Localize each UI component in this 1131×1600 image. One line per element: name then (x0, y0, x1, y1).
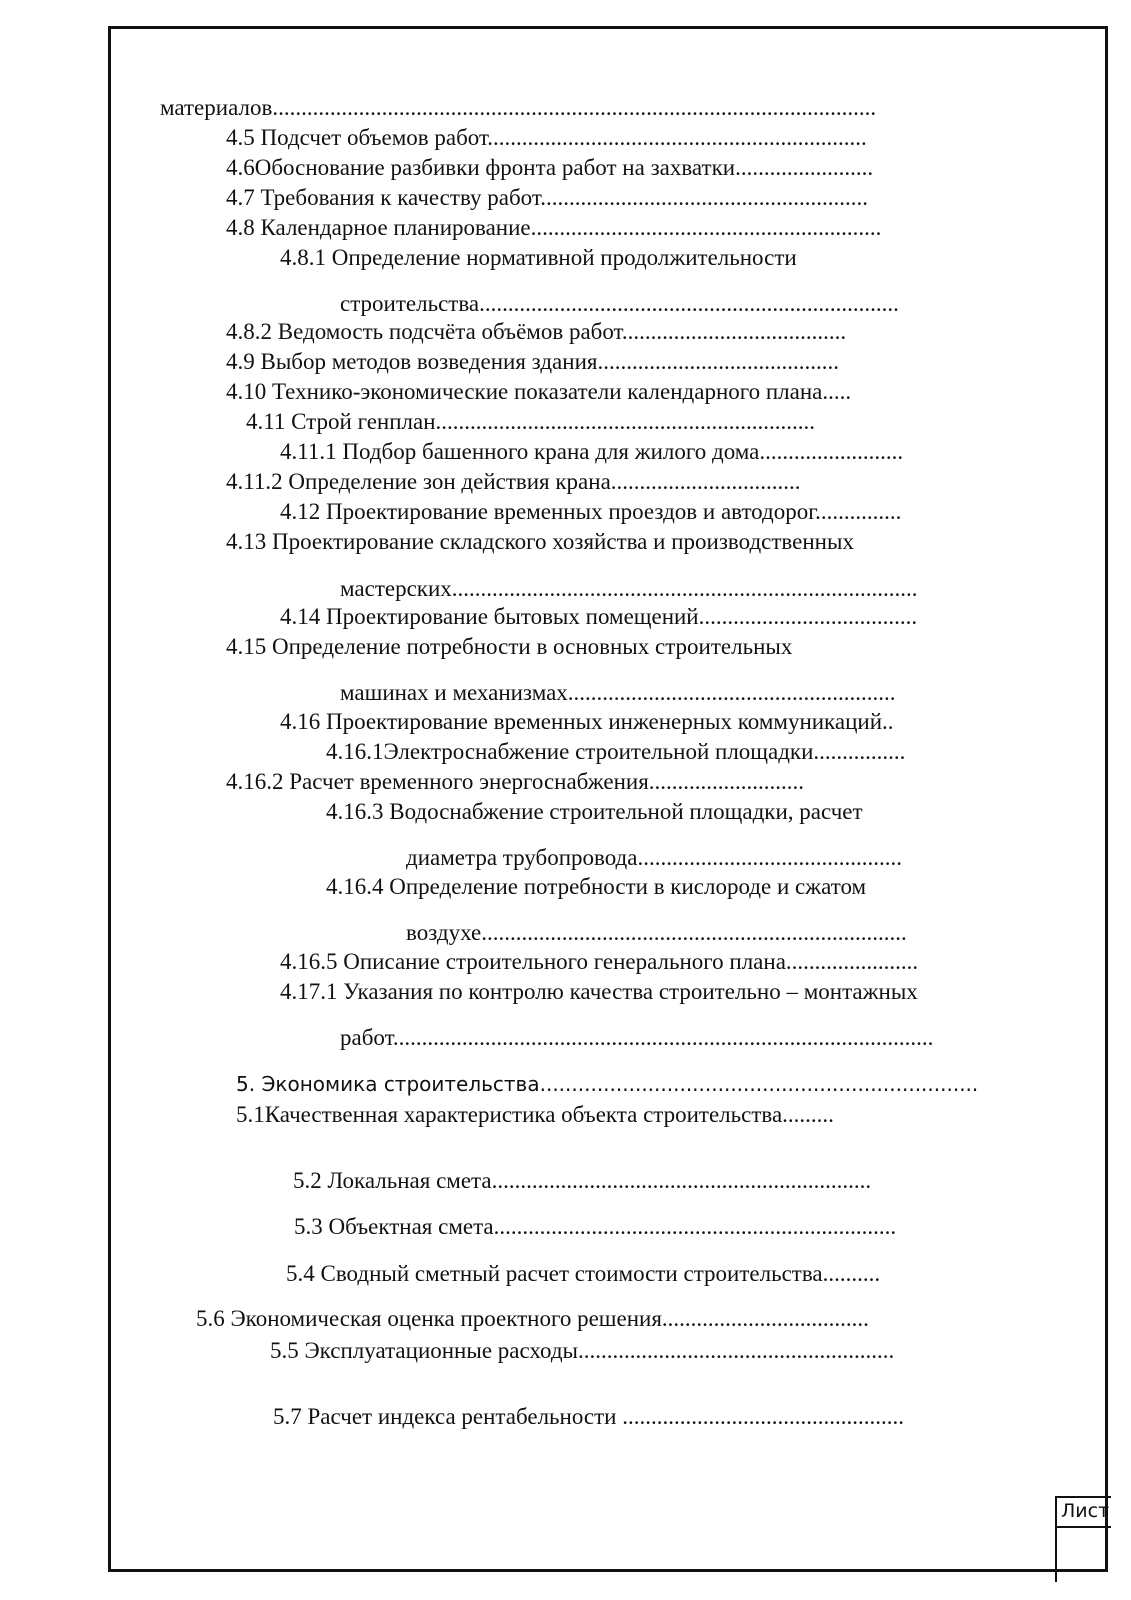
toc-entry-5: 5. Экономика строительства..................................................................... (236, 1072, 979, 1096)
toc-entry-4-16: 4.16 Проектирование временных инженерных коммуникаций.. (280, 709, 894, 734)
toc-entry-4-16-3: 4.16.3 Водоснабжение строительной площадки, расчет (326, 799, 863, 824)
toc-entry-4-11: 4.11 Строй генплан.................................................................. (246, 409, 816, 434)
toc-entry-4-12: 4.12 Проектирование временных проездов и автодорог............... (280, 499, 902, 524)
toc-entry-4-14: 4.14 Проектирование бытовых помещений...................................... (280, 604, 918, 629)
toc-entry-4-15-continued: машинах и механизмах......................................................... (340, 680, 896, 705)
sheet-number-stamp (1055, 1496, 1111, 1582)
toc-entry-5-7: 5.7 Расчет индекса рентабельности ................................................. (273, 1404, 904, 1429)
toc-entry-4-8-1: 4.8.1 Определение нормативной продолжительности (280, 245, 797, 270)
toc-entry-5-6: 5.6 Экономическая оценка проектного решения.................................... (196, 1306, 869, 1331)
toc-entry-5-5: 5.5 Эксплуатационные расходы....................................................... (270, 1338, 895, 1363)
toc-entry-4-16-1: 4.16.1Электроснабжение строительной площадки................ (326, 739, 906, 764)
toc-entry-4-7: 4.7 Требования к качеству работ......................................................... (226, 185, 868, 210)
toc-entry-4-9: 4.9 Выбор методов возведения здания.......................................... (226, 349, 839, 374)
toc-entry-5-1: 5.1Качественная характеристика объекта строительства......... (236, 1102, 834, 1127)
sheet-label: Лист (1061, 1500, 1110, 1522)
toc-entry-4-16-3-continued: диаметра трубопровода.............................................. (406, 845, 902, 870)
toc-entry-4-4-continued: материалов......................................................................................................... (160, 95, 877, 120)
toc-entry-4-16-5: 4.16.5 Описание строительного генерального плана....................... (280, 949, 919, 974)
toc-entry-4-15: 4.15 Определение потребности в основных строительных (226, 634, 793, 659)
toc-entry-4-11-2: 4.11.2 Определение зон действия крана................................. (226, 469, 801, 494)
toc-entry-4-11-1: 4.11.1 Подбор башенного крана для жилого дома......................... (280, 439, 904, 464)
toc-entry-4-8: 4.8 Календарное планирование............................................................. (226, 215, 882, 240)
toc-entry-5-3: 5.3 Объектная смета...................................................................... (294, 1214, 897, 1239)
toc-entry-4-8-1-continued: строительства......................................................................... (340, 291, 899, 316)
toc-entry-5-4: 5.4 Сводный сметный расчет стоимости строительства.......... (286, 1261, 881, 1286)
toc-entry-4-8-2: 4.8.2 Ведомость подсчёта объёмов работ....................................... (226, 319, 847, 344)
toc-entry-4-13: 4.13 Проектирование складского хозяйства и производственных (226, 529, 854, 554)
toc-entry-4-13-continued: мастерских................................................................................. (340, 576, 918, 601)
toc-entry-4-10: 4.10 Технико-экономические показатели календарного плана..... (226, 379, 852, 404)
toc-entry-4-16-4-continued: воздухе.......................................................................... (406, 920, 907, 945)
toc-entry-4-16-2: 4.16.2 Расчет временного энергоснабжения........................... (226, 769, 805, 794)
toc-entry-5-2: 5.2 Локальная смета.................................................................. (293, 1168, 872, 1193)
toc-entry-4-5: 4.5 Подсчет объемов работ.................................................................. (226, 125, 867, 150)
stamp-divider (1057, 1526, 1111, 1528)
toc-entry-4-17-1: 4.17.1 Указания по контролю качества строительно – монтажных (280, 979, 918, 1004)
toc-entry-4-16-4: 4.16.4 Определение потребности в кислороде и сжатом (326, 874, 867, 899)
toc-entry-4-6: 4.6Обоснование разбивки фронта работ на захватки........................ (226, 155, 874, 180)
toc-entry-4-17-1-continued: работ.............................................................................................. (340, 1025, 934, 1050)
